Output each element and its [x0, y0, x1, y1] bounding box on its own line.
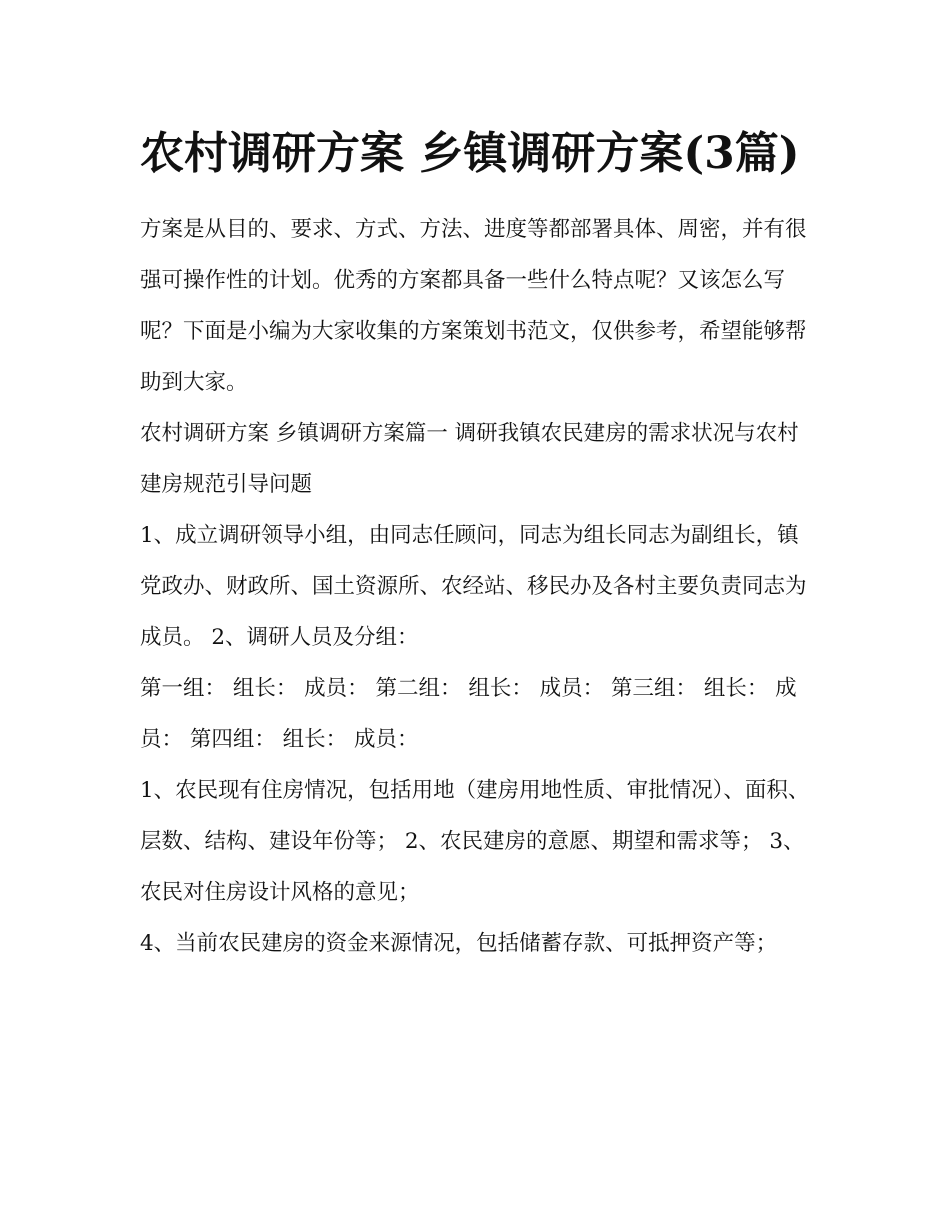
document-page [140, 118, 820, 969]
intro-paragraph: 方案是从目的、要求、方式、方法、进度等都部署具体、周密，并有很强可操作性的计划。优秀的方案都具备一些什么特点呢？又该怎么写呢？下面是小编为大家收集的方案策划书范文，仅供参考，希望能够帮助到大家。 [140, 217, 807, 395]
group-list-paragraph: 第一组： 组长： 成员： 第二组： 组长： 成员： 第三组： 组长： 成员： 第四组： 组长： 成员： [140, 676, 797, 752]
leadership-group-paragraph: 1、成立调研领导小组，由同志任顾问，同志为组长同志为副组长，镇党政办、财政所、国土资源所、农经站、移民办及各村主要负责同志为成员。 2、调研人员及分组： [140, 523, 807, 650]
document-title [140, 118, 820, 190]
survey-items-paragraph: 1、农民现有住房情况，包括用地（建房用地性质、审批情况）、面积、层数、结构、建设年份等； 2、农民建房的意愿、期望和需求等； 3、农民对住房设计风格的意见； [140, 778, 810, 905]
funding-paragraph: 4、当前农民建房的资金来源情况，包括储蓄存款、可抵押资产等； [140, 931, 778, 956]
section-heading-paragraph: 农村调研方案 乡镇调研方案篇一 调研我镇农民建房的需求状况与农村建房规范引导问题 [140, 421, 799, 497]
document-title-text: 农村调研方案 乡镇调研方案(3篇) [140, 128, 800, 179]
document-body [140, 204, 820, 969]
